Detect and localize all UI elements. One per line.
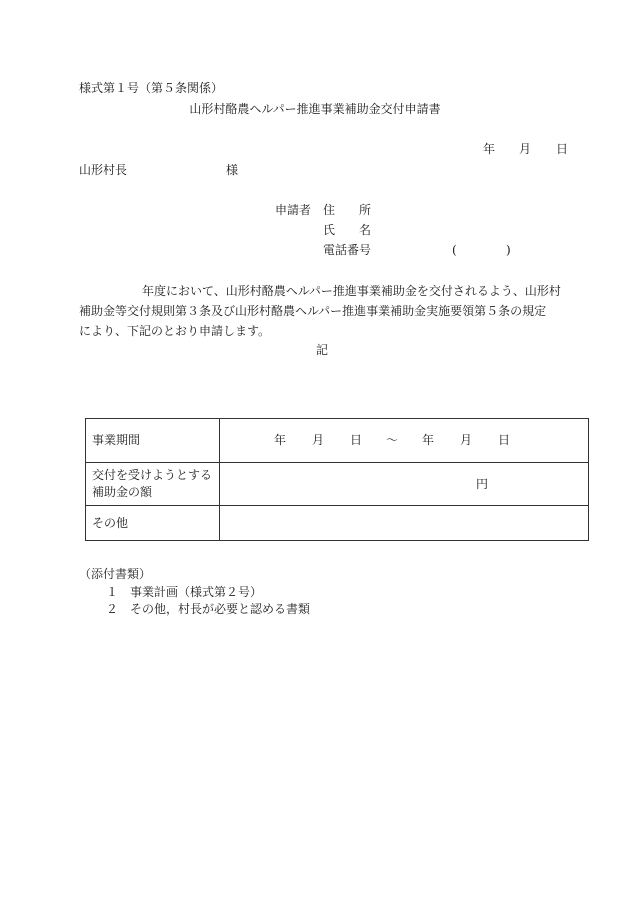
applicant-name-label: 氏 名 <box>323 223 372 237</box>
date-year-label: 年 <box>483 142 496 156</box>
document-title: 山形村酪農ヘルパー推進事業補助金交付申請書 <box>189 102 441 116</box>
amount-label <box>86 463 220 506</box>
period-start-day: 日 <box>350 433 363 447</box>
period-start-year: 年 <box>274 433 287 447</box>
period-end-month: 月 <box>460 433 473 447</box>
attachment-item-1 <box>106 584 262 600</box>
phone-paren-close: ) <box>506 243 511 257</box>
table-row-amount <box>86 463 589 506</box>
table-row-other <box>86 506 589 541</box>
table-row-period <box>86 419 589 463</box>
body-text-line3: により、下記のとおり申請します。 <box>79 324 271 338</box>
date-month-label: 月 <box>519 142 532 156</box>
amount-unit: 円 <box>475 476 488 491</box>
date-day-label: 日 <box>556 142 569 156</box>
period-tilde: ～ <box>386 433 399 447</box>
period-label: 事業期間 <box>86 419 220 463</box>
other-label: その他 <box>86 506 220 541</box>
amount-label-line2: 補助金の額 <box>92 485 153 499</box>
amount-value[interactable] <box>220 463 589 506</box>
other-value[interactable] <box>220 506 589 541</box>
attachment-item-2-num: ２ <box>106 602 119 616</box>
attachment-item-2 <box>106 601 310 617</box>
applicant-label: 申請者 <box>275 203 312 217</box>
amount-label-line1: 交付を受けようとする <box>92 468 213 482</box>
application-table <box>85 418 589 541</box>
period-start-month: 月 <box>312 433 325 447</box>
applicant-address-label: 住 所 <box>323 203 372 217</box>
applicant-phone-label: 電話番号 <box>323 243 372 257</box>
addressee-honorific: 様 <box>226 163 239 177</box>
body-text-line1: 年度において、山形村酪農ヘルパー推進事業補助金を交付されるよう、山形村 <box>142 284 561 298</box>
attachment-item-1-text: 事業計画（様式第２号） <box>130 585 263 599</box>
period-value[interactable] <box>220 419 589 463</box>
form-number: 様式第１号（第５条関係） <box>79 81 224 95</box>
phone-paren-open: ( <box>452 243 457 257</box>
period-end-day: 日 <box>498 433 511 447</box>
period-end-year: 年 <box>422 433 435 447</box>
attachment-item-1-num: １ <box>106 585 119 599</box>
ki-heading: 記 <box>316 343 329 357</box>
attachment-item-2-text: その他，村長が必要と認める書類 <box>130 602 311 616</box>
body-text-line2: 補助金等交付規則第３条及び山形村酪農ヘルパー推進事業補助金実施要領第５条の規定 <box>79 304 547 318</box>
attachments-title: （添付書類） <box>79 567 152 581</box>
addressee-name: 山形村長 <box>79 163 128 177</box>
